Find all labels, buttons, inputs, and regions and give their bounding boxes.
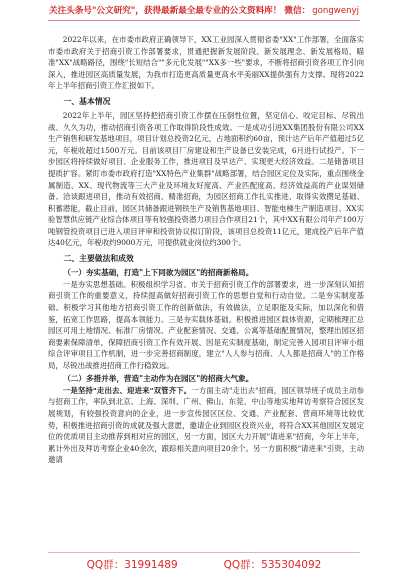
subsection-1-paragraph: 一是夯实思想基础。积极组织学习省、市关于招商引资工作的部署要求，进一步深刻认知招商引资工作的重要意义，持续提高做好招商引资工作的思想自觉和行动自觉。二是夯实制度基础。积极学习其他地方招商引资工作的创新做法，有效做法，立足职能及实际，加以深化和借鉴，拓宽工作思路，提高本领能力。三是夯实载体基础。积极推进园区载体资源，定期梳理汇总园区可用土地情况、标准厂房情况、产业配套情况、交通、公寓等基础配置情况，整理出园区招商要素保障清单，保障招商引资工作有效开展、因是充实制度基础，制定完善入园项目评审小组综合评审项目工作机制，进一步完善招商制度，建立"人人参与招商、人人都是招商人"的工作格局，尽锐出战推进招商工作行稳致远。 xyxy=(48,279,364,370)
section-2-heading: 二、主要做法和成效 xyxy=(63,253,134,263)
subsection-1-heading: （一）夯实基础，打造"上下同欲为园区"的招商新格局。 xyxy=(63,268,254,278)
section-1-heading: 一、基本情况 xyxy=(63,96,111,106)
promo-banner xyxy=(0,2,408,20)
subsection-2-text: 一方面主动"走出去"招商，园区领导班子成员主动参与招商工作，率队到北京、上海、深圳、广州、佛山、东莞、中山等地实地拜访考察符合园区发展规划，有较强投资意向的企业，进一步宣传园区区位、交通、产业配套、营商环境等比较优势，积极推进招商引资的成就及强大意愿，邀请企业到园区投资兴业，将符合XX其他园区发展定位的优质项目主动推荐到相对应的园区，另一方面，园区大力开展"请进来"招商，今年上半年，累计外出及拜访考察企业40余次，跟踪相关意向项目20余个。另一方面积极"请进来"引资，主动邀请 xyxy=(48,385,365,465)
banner-text: 关注头条号"公文研究"，获得最新最全最专业的公文资料库！ xyxy=(48,6,282,16)
wechat-label: 微信： xyxy=(284,6,311,16)
intro-paragraph: 2022年以来，在市委市政府正确领导下，XX工业园深入贯彻省委"XX"工作部署，全面落实市委市政府关于招商引资工作部署要求，贯通把握新发展阶段、新发展理念、新发展格局，瞄准"XX"战略路径，围绕"长短结合""多元化发展""XX多一些"要求，不断将招商引资各项工作引向深入，推进园区高质量发展，为我市打造更高质量更高水平美丽XX提供强有力支撑。现将2022年上半年招商引资工作汇报如下。 xyxy=(48,35,364,91)
section-1-paragraph: 2022年上半年，园区坚持把招商引资工作摆在压倒性位置，坚定信心、咬定目标、尽锐出战、久久为功，推动招商引资各项工作取得阶段性成效。一是成功引进XX集团股份有限公司XX生产销售和研发基地项目，项目计划总投资2亿元，占地面积约60亩，预计达产后年产值超过5亿元，年税收超过1500万元。目前该项目厂房建设和生产设备已安装完成，6月进行试投产。下一步园区将持续做好项目、企业服务工作，推进项目及早达产、实现更大经济效益。二是储备项目提质扩容。紧盯市委市政府打造"XX特色产业集群"战略部署，结合园区定位及实际，重点围绕金属制造、XX、现代物流等三大产业及环境友好度高、产业匹配度高、经济效益高的产业谋划储备、洽谈跟进项目，推动有效招商、精准招商，为园区招商工作扎实推进、取得实效攒足基础、积蓄潜能，截止目前，园区共储备跟进钢铁生产及销售基地项目、智能电梯生产制造项目、XX实验智慧供应链产业综合体项目等有较强投资潜力项目合作项目21个，其中XX有限公司年产100万吨钢管投资项目已进入项目评审和投资协议拟订阶段，该项目总投资11亿元，建成投产后年产值达40亿元，年税收约9000万元，可提供就业岗位约300个。 xyxy=(48,111,364,248)
wechat-id: gongwenyj xyxy=(312,6,360,16)
header-divider xyxy=(48,20,360,21)
qq-group-1: QQ群：31991489 xyxy=(86,558,178,571)
subsection-2-paragraph xyxy=(48,385,364,466)
footer xyxy=(0,553,408,575)
subsection-2-lead: 一是坚持"走出去、迎进来"双管齐下。 xyxy=(62,385,192,395)
subsection-2-heading: （二）多措并举，营造"主动作为在园区"的招商大气象。 xyxy=(63,374,254,384)
document-body xyxy=(48,34,364,466)
qq-group-2: QQ群：535304092 xyxy=(223,558,322,571)
